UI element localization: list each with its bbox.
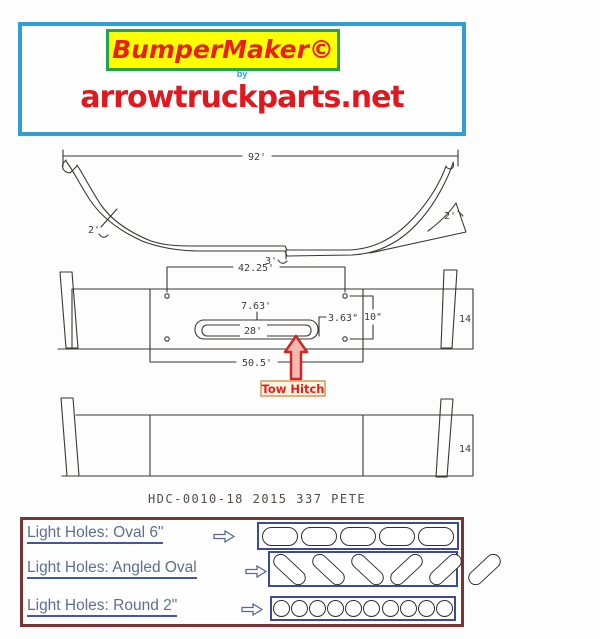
right-arrow-icon: [241, 603, 263, 616]
round-hole-shape: [363, 600, 380, 617]
round-hole-shape: [345, 600, 362, 617]
bolt-hole-top-right: [343, 294, 347, 298]
technical-drawings: [0, 140, 600, 512]
arrow-glyph: [214, 531, 234, 542]
front-view-bolt-vertical-label: 10": [363, 312, 383, 323]
top-view-step-label: 3': [264, 256, 278, 267]
top-view-outer-edge: [66, 161, 453, 256]
round-hole-shape: [436, 600, 453, 617]
round-hole-shape: [418, 600, 435, 617]
legend-label-round: Light Holes: Round 2": [27, 597, 177, 615]
oval-hole-shape: [340, 527, 376, 546]
angled-oval-hole-shape: [270, 550, 309, 588]
angled-oval-hole-shape: [426, 550, 465, 588]
front-view-end-height-label: 14: [458, 314, 471, 325]
angled-oval-hole-shape: [309, 550, 348, 588]
right-arrow-icon: [245, 565, 267, 578]
round-hole-shape: [327, 600, 344, 617]
side-view-drawing: [61, 398, 473, 477]
oval-hole-shape: [379, 527, 415, 546]
top-view-drawing: [63, 150, 466, 267]
arrow-glyph: [242, 604, 262, 615]
by-label: by: [236, 69, 248, 79]
round-holes-sample-box: [270, 596, 456, 621]
front-view-bolt-span-label: 42.25': [237, 263, 275, 274]
angled-oval-hole-shape: [387, 550, 426, 588]
top-view-left-depth-label: 2': [87, 225, 101, 236]
oval-hole-shape: [301, 527, 337, 546]
front-view-left-end-cap: [60, 272, 78, 348]
angled-oval-holes-sample-box: [268, 551, 458, 587]
bumpermaker-logo-text: BumperMaker©: [112, 35, 334, 64]
side-view-end-height-label: 14: [458, 444, 471, 455]
site-name-text: arrowtruckparts.net: [80, 80, 404, 115]
front-view-slot-offset-label: 3.63": [328, 313, 359, 324]
front-view-drawing: [58, 263, 473, 396]
bolt-hole-top-left: [165, 294, 169, 298]
arrow-glyph: [246, 566, 266, 577]
front-view-panel-width-label: 50.5': [241, 358, 273, 369]
top-view-right-depth-label: 2': [443, 211, 457, 222]
oval-hole-shape: [262, 527, 298, 546]
light-holes-legend: [20, 517, 464, 627]
round-hole-shape: [382, 600, 399, 617]
angled-oval-hole-shape: [465, 550, 504, 588]
tow-hitch-callout-label: Tow Hitch: [261, 382, 325, 396]
side-view-body-outline: [62, 415, 473, 476]
round-hole-shape: [309, 600, 326, 617]
legend-label-angled-oval: Light Holes: Angled Oval: [27, 559, 197, 577]
tow-hitch-arrow-icon: [285, 336, 307, 379]
round-hole-shape: [273, 600, 290, 617]
side-view-left-end-cap: [61, 398, 79, 476]
legend-label-oval: Light Holes: Oval 6": [27, 524, 163, 542]
top-view-inner-edge: [77, 165, 446, 250]
bolt-hole-bottom-left: [165, 337, 169, 341]
front-view-body-outline: [58, 289, 473, 349]
oval-holes-sample-box: [257, 522, 459, 550]
round-hole-shape: [291, 600, 308, 617]
angled-oval-hole-shape: [348, 550, 387, 588]
bolt-hole-bottom-right: [343, 337, 347, 341]
front-view-slot-drop-label: 7.63': [240, 301, 272, 312]
header-banner: [18, 22, 466, 136]
top-view-width-label: 92': [247, 152, 267, 163]
oval-hole-shape: [418, 527, 454, 546]
round-hole-shape: [400, 600, 417, 617]
front-view-slot-offset-bracket: [319, 317, 326, 336]
front-view-right-end-cap: [441, 270, 457, 348]
side-view-right-end-cap: [436, 399, 453, 477]
part-number-caption: HDC-0010-18 2015 337 PETE: [147, 492, 367, 506]
front-view-slot-width-label: 28': [243, 326, 263, 337]
top-view-step-tick: [278, 250, 287, 263]
bumpermaker-logo-box: [106, 29, 340, 71]
right-arrow-icon: [213, 530, 235, 543]
